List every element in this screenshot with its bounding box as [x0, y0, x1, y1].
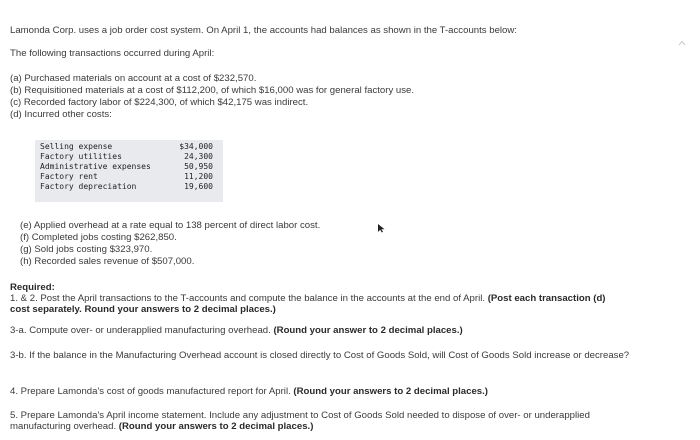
required-item-text: 5. Prepare Lamonda's April income statement. Include any adjustment to Cost of Goods Sold needed to dispose of over- or underapplied manufacturing overhead.: [10, 410, 590, 432]
intro-text: Lamonda Corp. uses a job order cost system. On April 1, the accounts had balances as shown in the T-accounts below:: [10, 25, 517, 36]
transaction-g: (g) Sold jobs costing $323,970.: [20, 244, 153, 255]
required-item-1-2: [10, 293, 610, 315]
cost-row: [35, 162, 223, 172]
cost-row: [35, 172, 223, 182]
required-item-instruction: (Round your answers to 2 decimal places.): [293, 386, 488, 397]
transaction-a: (a) Purchased materials on account at a cost of $232,570.: [10, 73, 257, 84]
cost-amount: 11,200: [184, 172, 213, 181]
transaction-d: (d) Incurred other costs:: [10, 109, 112, 120]
required-heading: Required:: [10, 282, 55, 293]
transaction-b: (b) Requisitioned materials at a cost of $112,200, of which $16,000 was for general factory use.: [10, 85, 415, 96]
other-costs-table: [35, 140, 223, 202]
transaction-e: (e) Applied overhead at a rate equal to 138 percent of direct labor cost.: [20, 220, 321, 231]
transaction-h: (h) Recorded sales revenue of $507,000.: [20, 256, 195, 267]
cost-row: [35, 182, 223, 192]
required-item-instruction: (Post each transaction (d) cost separately. Round your answers to 2 decimal places.): [10, 293, 606, 315]
cost-amount: $34,000: [179, 142, 213, 151]
mouse-pointer-icon: [376, 223, 386, 233]
cost-amount: 24,300: [184, 152, 213, 161]
cost-amount: 50,950: [184, 162, 213, 171]
required-item-text: 1. & 2. Post the April transactions to the T-accounts and compute the balance in the accounts at the end of April.: [10, 293, 488, 304]
transaction-c: (c) Recorded factory labor of $224,300, of which $42,175 was indirect.: [10, 97, 309, 108]
cost-label: Administrative expenses: [40, 162, 151, 171]
cost-label: Factory utilities: [40, 152, 122, 161]
required-item-text: 4. Prepare Lamonda's cost of goods manufactured report for April.: [10, 386, 294, 397]
required-item-3a: [10, 325, 660, 336]
required-item-5: [10, 410, 620, 432]
required-item-3b: [10, 350, 655, 361]
cost-row: [35, 142, 223, 152]
transactions-heading: The following transactions occurred during April:: [10, 48, 215, 59]
cost-row: [35, 152, 223, 162]
required-item-instruction: (Round your answers to 2 decimal places.): [118, 421, 314, 432]
transaction-f: (f) Completed jobs costing $262,850.: [20, 232, 177, 243]
cost-amount: 19,600: [184, 182, 213, 191]
required-item-4: [10, 386, 660, 397]
cost-label: Selling expense: [40, 142, 113, 151]
required-item-text: 3-b. If the balance in the Manufacturing Overhead account is closed directly to Cost of Goods Sold, will Cost of Goods Sold increase or decrease?: [10, 350, 630, 361]
required-item-instruction: (Round your answer to 2 decimal places.): [273, 325, 463, 336]
required-item-text: 3-a. Compute over- or underapplied manufacturing overhead.: [10, 325, 274, 336]
cost-label: Factory rent: [40, 172, 98, 181]
cost-label: Factory depreciation: [40, 182, 137, 191]
collapse-arrow-icon: [678, 40, 686, 46]
